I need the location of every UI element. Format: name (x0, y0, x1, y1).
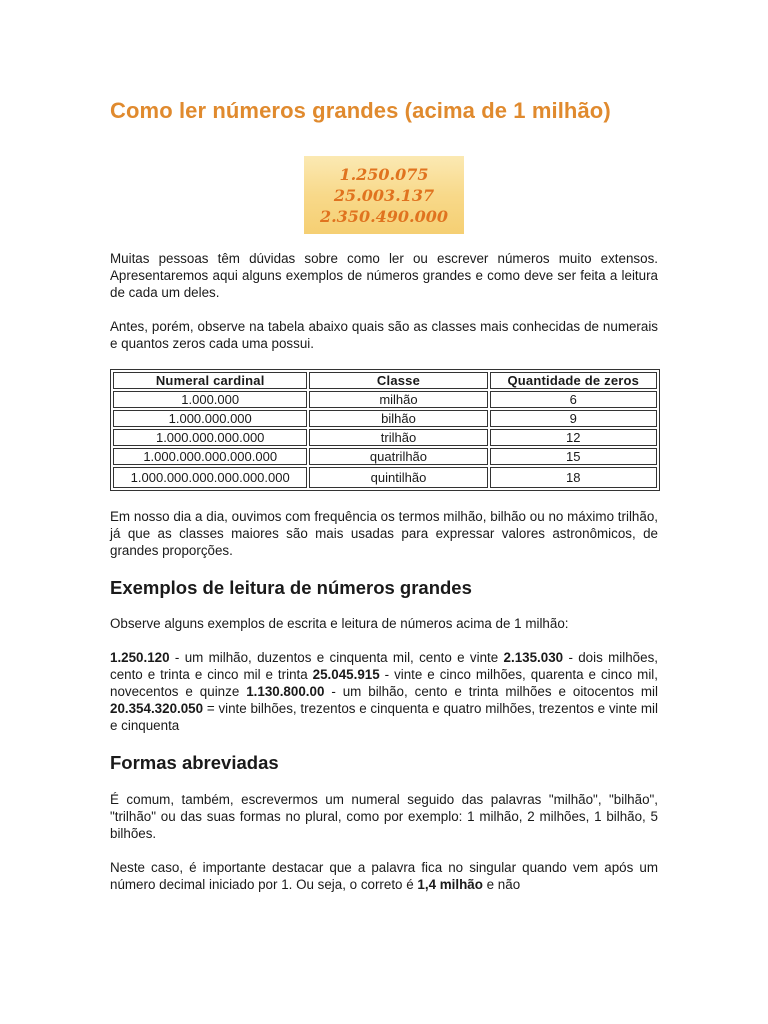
table-cell: 9 (490, 410, 657, 427)
table-row (113, 410, 657, 427)
column-header: Classe (309, 372, 487, 389)
example-reading: um bilhão, cento e trinta milhões e oitocentos mil (342, 684, 658, 699)
table-cell: 1.000.000.000 (113, 410, 307, 427)
abbrev-paragraph: É comum, também, escrevermos um numeral seguido das palavras "milhão", "bilhão", "trilhão" ou das suas formas no plural, como por exemplo: 1 milhão, 2 milhões, 1 bilhão, 5 bilhões. (110, 792, 658, 841)
illustration-number: 25.003.137 (333, 185, 435, 205)
example-number: 25.045.915 (312, 667, 380, 682)
example-separator: - (324, 684, 343, 699)
section-heading: Exemplos de leitura de números grandes (110, 577, 472, 598)
before-table-paragraph: Antes, porém, observe na tabela abaixo quais são as classes mais conhecidas de numerais e quantos zeros cada uma possui. (110, 319, 658, 351)
example-separator: = (203, 701, 219, 716)
example-separator: - (169, 650, 185, 665)
examples-block (110, 649, 658, 734)
examples-intro: Observe alguns exemplos de escrita e leitura de números acima de 1 milhão: (110, 616, 569, 631)
example-reading: vinte bilhões, trezentos e cinquenta e quatro milhões, trezentos e vinte mil e cinquenta (110, 701, 658, 733)
table-cell: 1.000.000 (113, 391, 307, 408)
table-row (113, 429, 657, 446)
table-cell: 1.000.000.000.000.000.000 (113, 467, 307, 488)
article (110, 96, 658, 893)
table-row (113, 467, 657, 488)
after-table-paragraph: Em nosso dia a dia, ouvimos com frequência os termos milhão, bilhão ou no máximo trilhão, já que as classes maiores são mais usadas para expressar valores astronômicos, de grandes proporções. (110, 509, 658, 558)
singular-paragraph (110, 859, 658, 893)
table-cell: 1.000.000.000.000.000 (113, 448, 307, 465)
example-separator: - (379, 667, 395, 682)
example-reading: um milhão, duzentos e cinquenta mil, cento e vinte (184, 650, 499, 665)
table-cell: trilhão (309, 429, 487, 446)
table-cell: 15 (490, 448, 657, 465)
example-number: 2.135.030 (503, 650, 564, 665)
section-heading: Formas abreviadas (110, 752, 279, 773)
column-header: Quantidade de zeros (490, 372, 657, 389)
singular-text-start: Neste caso, é importante destacar que a palavra fica no singular quando vem após um número decimal iniciado por 1. Ou seja, o correto é (110, 860, 658, 892)
table-header-row (113, 372, 657, 389)
singular-text-end: e não (482, 877, 521, 892)
table-cell: 18 (490, 467, 657, 488)
example-number: 20.354.320.050 (110, 701, 204, 716)
table-cell: 6 (490, 391, 657, 408)
table-row (113, 391, 657, 408)
page-title: Como ler números grandes (acima de 1 milhão) (110, 98, 611, 123)
table-cell: 12 (490, 429, 657, 446)
example-reading: vinte e cinco milhões, quarenta e cinco mil, novecentos e quinze (110, 667, 658, 699)
numbers-illustration (304, 156, 464, 234)
table-cell: quatrilhão (309, 448, 487, 465)
table-cell: milhão (309, 391, 487, 408)
example-number: 1.250.120 (110, 650, 170, 665)
table-cell: bilhão (309, 410, 487, 427)
example-separator: - (563, 650, 579, 665)
number-classes-table (110, 369, 660, 491)
table-cell: quintilhão (309, 467, 487, 488)
column-header: Numeral cardinal (113, 372, 307, 389)
intro-paragraph: Muitas pessoas têm dúvidas sobre como ler ou escrever números muito extensos. Apresentaremos aqui alguns exemplos de números grandes e como deve ser feita a leitura de cada um deles. (110, 251, 658, 300)
example-reading: dois milhões, cento e trinta e cinco mil e trinta (110, 650, 658, 682)
table-cell: 1.000.000.000.000 (113, 429, 307, 446)
table-row (113, 448, 657, 465)
example-number: 1.130.800.00 (246, 684, 325, 699)
illustration-number: 1.250.075 (339, 164, 429, 184)
singular-example: 1,4 milhão (417, 877, 483, 892)
illustration-number: 2.350.490.000 (319, 206, 449, 226)
